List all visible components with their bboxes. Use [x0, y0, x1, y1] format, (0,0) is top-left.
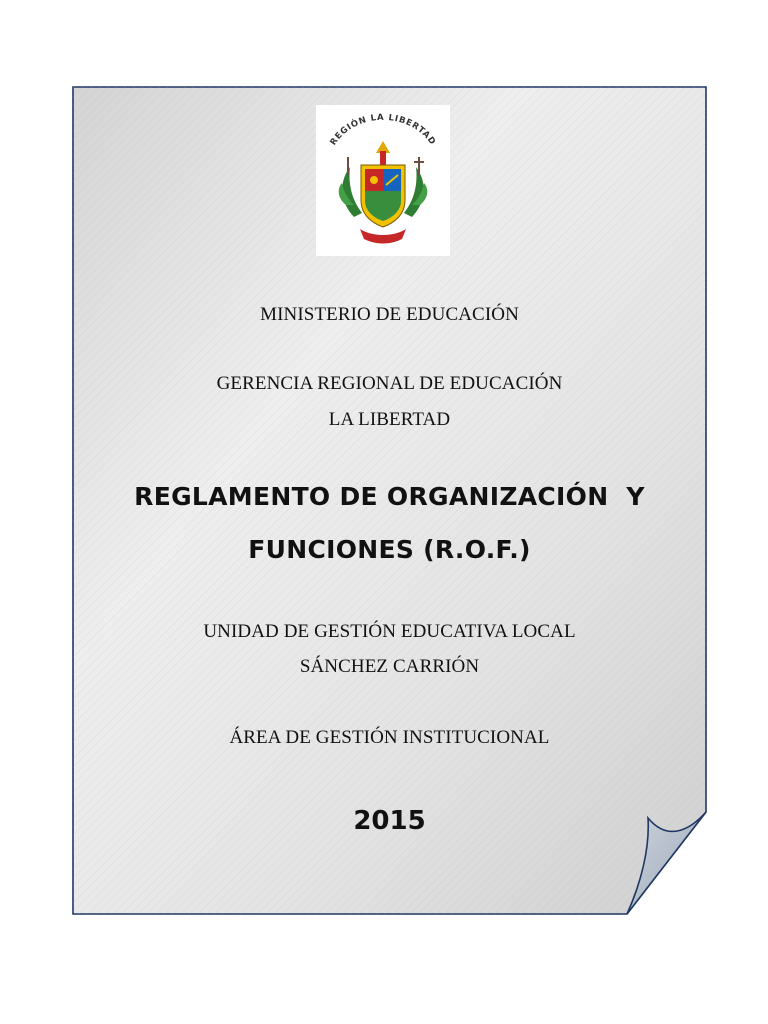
- document-title-line1: REGLAMENTO DE ORGANIZACIÓN Y: [134, 482, 645, 511]
- coat-of-arms-logo: [316, 105, 450, 256]
- document-title-line2: FUNCIONES (R.O.F.): [248, 535, 531, 564]
- regional-management-line1: GERENCIA REGIONAL DE EDUCACIÓN: [216, 373, 563, 394]
- document-year: 2015: [353, 806, 426, 836]
- unit-line2: SÁNCHEZ CARRIÓN: [299, 656, 480, 677]
- ministry-heading: MINISTERIO DE EDUCACIÓN: [260, 304, 519, 325]
- regional-management-line2: LA LIBERTAD: [328, 409, 451, 430]
- unit-line1: UNIDAD DE GESTIÓN EDUCATIVA LOCAL: [203, 621, 576, 642]
- area-heading: ÁREA DE GESTIÓN INSTITUCIONAL: [229, 727, 550, 748]
- logo-motto: REGIÓN LA LIBERTAD: [328, 112, 438, 148]
